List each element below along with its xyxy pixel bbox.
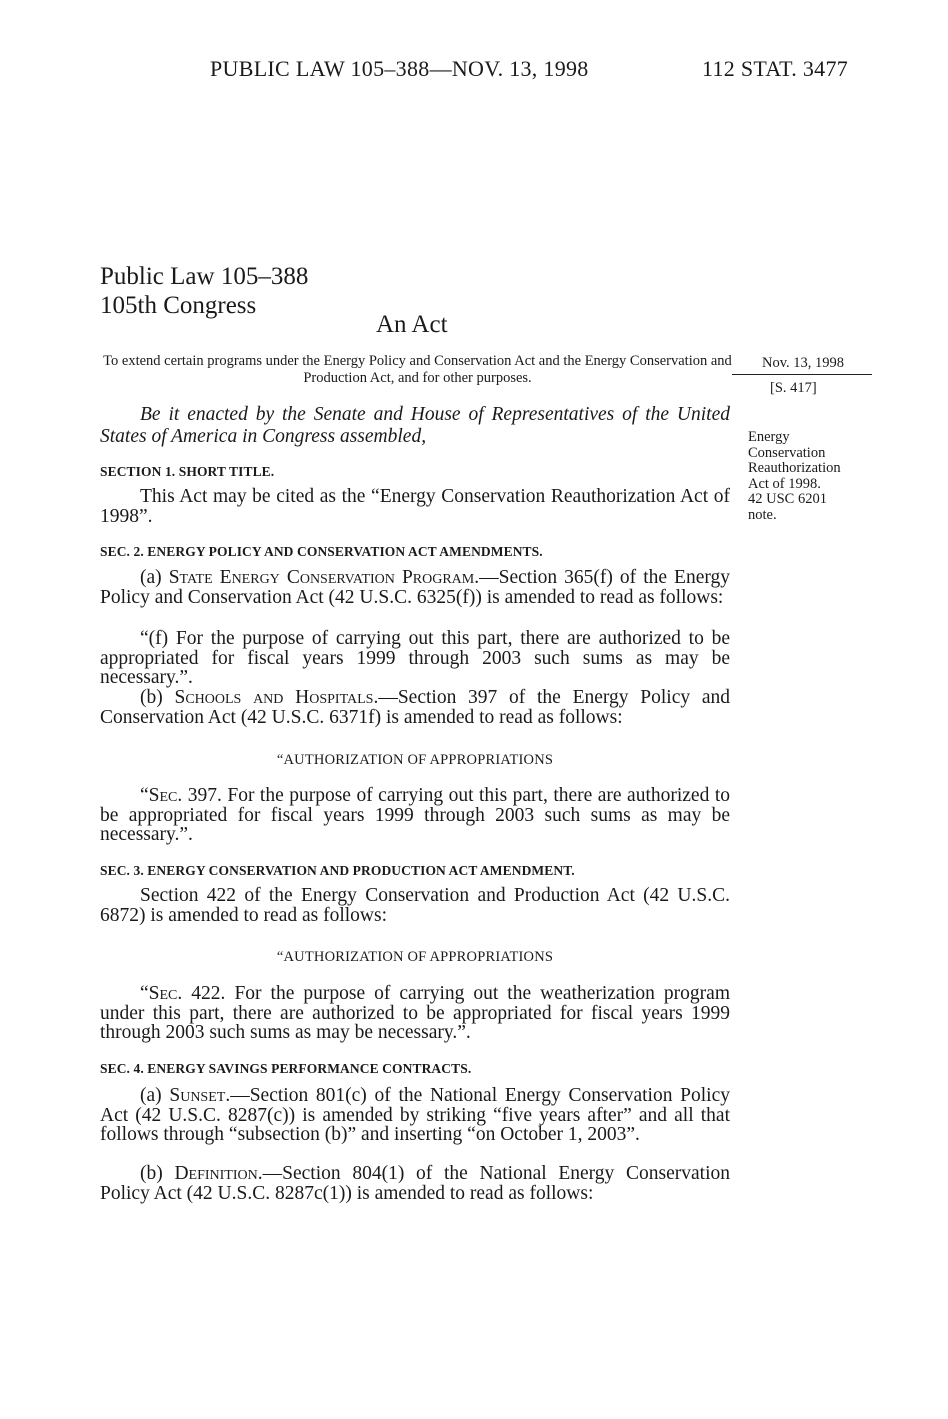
section-4-heading: SEC. 4. ENERGY SAVINGS PERFORMANCE CONTRACTS. <box>100 1061 472 1076</box>
enacting-clause: Be it enacted by the Senate and House of Representatives of the United States of America in Congress assembled, <box>100 404 730 447</box>
section-2-b-paragraph <box>100 688 730 727</box>
stat-page-number: 112 STAT. 3477 <box>702 56 849 81</box>
margin-note-line: Reauthorization <box>748 460 841 476</box>
public-law-number: Public Law 105–388 <box>100 263 309 290</box>
section-2-b-caption: Schools and Hospitals. <box>174 687 379 708</box>
section-2-a-label: (a) <box>140 567 169 588</box>
section-4-b-caption: Definition. <box>174 1163 263 1184</box>
section-1-text: This Act may be cited as the “Energy Conservation Reauthorization Act of 1998”. <box>100 486 730 527</box>
section-4-a-text: —Section 801(c) of the National Energy Conservation Policy Act (42 U.S.C. 8287(c)) is amended by striking “five years after” and all that follows through “subsection (b)” and inserting “on October 1, 2003”. <box>100 1085 730 1145</box>
section-2-b-quote-heading: “AUTHORIZATION OF APPROPRIATIONS <box>276 752 554 768</box>
section-1-heading: SECTION 1. SHORT TITLE. <box>100 464 275 479</box>
section-3-heading: SEC. 3. ENERGY CONSERVATION AND PRODUCTION ACT AMENDMENT. <box>100 863 575 878</box>
section-3-quote-sec: Sec. <box>148 983 183 1004</box>
section-4-a-paragraph <box>100 1086 730 1145</box>
margin-note-line: 42 USC 6201 <box>748 491 827 507</box>
margin-divider <box>732 374 872 375</box>
section-2-a-paragraph <box>100 568 730 607</box>
section-4-a-caption: Sunset. <box>169 1085 231 1106</box>
section-4-a-label: (a) <box>140 1085 170 1106</box>
section-3-quote-heading: “AUTHORIZATION OF APPROPRIATIONS <box>276 949 554 965</box>
margin-bill-number: [S. 417] <box>770 380 817 396</box>
margin-note-line: Energy <box>748 429 790 445</box>
section-3-quote-open: “ <box>140 983 149 1004</box>
section-2-a-text: —Section 365(f) of the Energy Policy and Conservation Act (42 U.S.C. 6325(f)) is amended to read as follows: <box>100 567 731 608</box>
section-3-text: Section 422 of the Energy Conservation and Production Act (42 U.S.C. 6872) is amended to read as follows: <box>100 885 730 926</box>
section-2-b-quote-open: “ <box>140 785 149 806</box>
running-header-title: PUBLIC LAW 105–388—NOV. 13, 1998 <box>210 56 589 81</box>
section-3-quote <box>100 984 730 1043</box>
section-4-b-paragraph <box>100 1164 730 1203</box>
section-3-quote-text: 422. For the purpose of carrying out the weatherization program under this part, there are authorized to be appropriated for fiscal years 1999 through 2003 such sums as may be necessary.”. <box>100 983 730 1043</box>
section-2-b-label: (b) <box>140 687 175 708</box>
margin-note-line: Act of 1998. <box>748 475 821 492</box>
section-2-b-quote-sec: Sec. <box>148 785 183 806</box>
margin-note-line: note. <box>748 506 777 523</box>
section-2-heading: SEC. 2. ENERGY POLICY AND CONSERVATION ACT AMENDMENTS. <box>100 544 543 559</box>
congress-number: 105th Congress <box>100 292 257 319</box>
section-2-a-caption: State Energy Conservation Program. <box>168 567 480 588</box>
section-2-a-quote: “(f) For the purpose of carrying out this part, there are authorized to be appropriated for fiscal years 1999 through 2003 such sums as may be necessary.”. <box>100 628 730 688</box>
section-2-b-text: —Section 397 of the Energy Policy and Conservation Act (42 U.S.C. 6371f) is amended to read as follows: <box>100 687 730 728</box>
section-2-b-quote-text: 397. For the purpose of carrying out this part, there are authorized to be appropriated for fiscal years 1999 through 2003 such sums as may be necessary.”. <box>100 785 730 845</box>
an-act-title: An Act <box>376 311 448 338</box>
margin-date: Nov. 13, 1998 <box>762 355 845 371</box>
section-2-b-quote <box>100 786 730 845</box>
margin-note <box>748 430 841 523</box>
margin-note-line: Conservation <box>748 444 826 461</box>
section-4-b-label: (b) <box>140 1163 175 1184</box>
section-4-b-text: —Section 804(1) of the National Energy Conservation Policy Act (42 U.S.C. 8287c(1)) is amended to read as follows: <box>100 1163 730 1204</box>
act-purpose: To extend certain programs under the Energy Policy and Conservation Act and the Energy Conservation and Production Act, and for other purposes. <box>103 353 732 386</box>
